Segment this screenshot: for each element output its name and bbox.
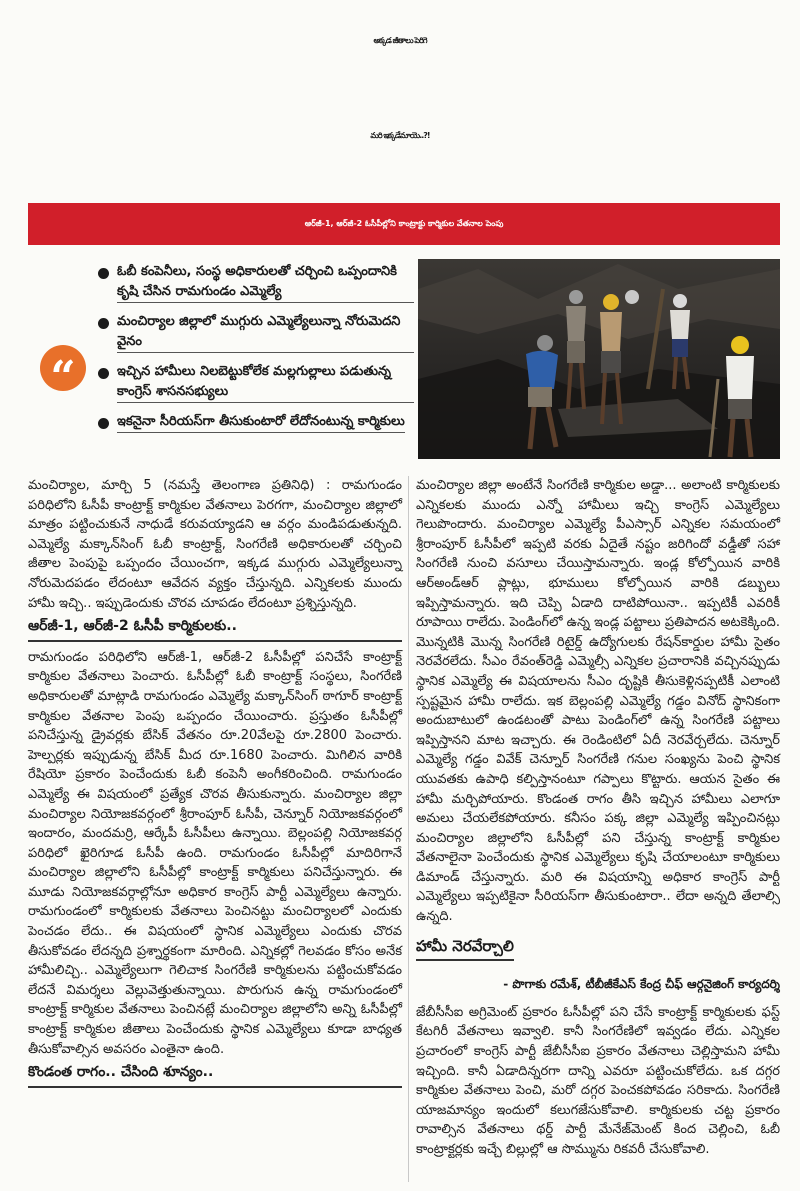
highlight-item	[98, 362, 414, 403]
bullet-icon	[98, 368, 109, 379]
article-paragraph: మంచిర్యాల, మార్చి 5 (నమస్తే తెలంగాణ ప్రతినిధి) : రామగుండం పరిధిలోని ఓసీపీ కాంట్రాక్ట్ కార్మికుల వేతనాలు పెరగగా, మంచిర్యాల జిల్లాలో మాత్రం పట్టించుకునే నాధుడే కరువయ్యాడని ఆ వర్గం మండిపడుతున్నది. ఎమ్మెల్యే మక్కాన్‌సింగ్ ఓబీ కాంట్రాక్ట్, సింగరేణి అధికారులతో చర్చించి జీతాల పెంపుపై ఒప్పందం చేయించగా, ఇక్కడ ముగ్గురు ఎమ్మెల్యేలున్నా నోరుమెదపడం లేదంటూ ఆవేదన వ్యక్తం చేస్తున్నది. ఎన్నికలకు ముందు హామీ ఇచ్చి.. ఇప్పుడెందుకు చొరవ చూపడం లేదంటూ ప్రశ్నిస్తున్నది.	[28, 478, 402, 611]
article-paragraph: రామగుండం పరిధిలోని ఆర్‌జీ-1, ఆర్‌జీ-2 ఓసీపీల్లో పనిచేసే కాంట్రాక్ట్ కార్మికుల వేతనాలు పెంచారు. ఓసీపీల్లో ఓబీ కాంట్రాక్ట్ సంస్థలు, సింగరేణి అధికారులతో మాట్లాడి రామగుండం ఎమ్మెల్యే మక్కాన్‌సింగ్ ఠాగూర్ కాంట్రాక్ట్ కార్మికుల వేతనాల పెంపు ఒప్పందం చేయించారు. ప్రస్తుతం ఓసీపీల్లో పనిచేస్తున్న డ్రైవర్లకు బేసిక్ వేతనం రూ.20వేలపై రూ.2800 పెంచారు. హెల్పర్లకు ఇప్పుడున్న బేసిక్ మీద రూ.1680 పెంచారు. మిగిలిన వారికి రేషియో ప్రకారం పెంచేందుకు ఓబీ కంపెనీ అంగీకరించింది. రామగుండం ఎమ్మెల్యే ఈ విషయంలో ప్రత్యేక చొరవ తీసుకున్నారు. మంచిర్యాల జిల్లా మంచిర్యాల నియోజకవర్గంలో శ్రీరాంపూర్ ఓసీపీ, చెన్నూర్ నియోజకవర్గంలో ఇందారం, మందమర్రి, ఆర్కేపీ ఓసీపీలు ఉన్నాయి. బెల్లంపల్లి నియోజకవర్గ పరిధిలో ఖైరిగూడ ఓసీపీ ఉంది. రామగుండం ఓసీపీల్లో మాదిరిగానే మంచిర్యాల జిల్లాలోని ఓసీపీల్లో కాంట్రాక్ట్ కార్మికులు పనిచేస్తున్నారు. ఈ మూడు నియోజకవర్గాల్లోనూ అధికార కాంగ్రెస్ పార్టీ ఎమ్మెల్యేలు ఉన్నారు. రామగుండంలో కార్మికులకు వేతనాలు పెంచినట్టు మంచిర్యాలలో ఎందుకు పెంచడం లేదు.. ఈ విషయంలో స్థానిక ఎమ్మెల్యేలు ఎందుకు చొరవ తీసుకోవడం లేదన్నది ప్రశ్నార్థకంగా మారింది. ఎన్నికల్లో గెలవడం కోసం అనేక హామీలిచ్చి.. ఎమ్మెల్యేలుగా గెలిచాక సింగరేణి కార్మికులను పట్టించుకోవడం లేదనే విమర్శలు వెల్లువెత్తుతున్నాయి. పొరుగున ఉన్న రామగుండంలో కాంట్రాక్ట్ కార్మికుల వేతనాలు పెంచినట్లే మంచిర్యాల జిల్లాలోని అన్ని ఓసీపీల్లో కాంట్రాక్ట్ కార్మికుల జీతాలు పెంచేందుకు స్థానిక ఎమ్మెల్యేలు కూడా బాధ్యత తీసుకోవాల్సిన అవసరం ఎంతైనా ఉంది.	[28, 649, 402, 1057]
highlights-list	[98, 262, 414, 442]
bullet-icon	[98, 318, 109, 329]
highlight-item	[98, 412, 414, 433]
column-divider	[408, 476, 409, 1182]
article-column-right	[416, 476, 780, 1164]
quote-icon: “	[40, 345, 86, 391]
subheadline-bar: ఆర్‌జీ-1, ఆర్‌జీ-2 ఓసీపీల్లోని కాంట్రాక్టు కార్మికుల వేతనాల పెంపు	[28, 203, 780, 245]
bullet-icon	[98, 418, 109, 429]
highlight-text: ఇకనైనా సీరియస్‌గా తీసుకుంటారో లేదోనంటున్న కార్మికులు	[117, 412, 405, 433]
highlight-text: ఇచ్చిన హామీలు నిలబెట్టుకోలేక మల్లగుల్లాలు పడుతున్న కాంగ్రెస్ శాసనసభ్యులు	[117, 362, 414, 403]
section-heading: హామీ నెరవేర్చాలి	[416, 937, 514, 962]
article-column-left	[28, 476, 402, 1094]
article-paragraph: మంచిర్యాల జిల్లా అంటేనే సింగరేణి కార్మికుల అడ్డా... అలాంటి కార్మికులకు ఎన్నికలకు ముందు ఎన్నో హామీలు ఇచ్చి కాంగ్రెస్ ఎమ్మెల్యేలు గెలుపొందారు. మంచిర్యాల ఎమ్మెల్యే పీఎస్సార్ ఎన్నికల సమయంలో శ్రీరాంపూర్ ఓసీపీలో ఇప్పటి వరకు ఏదైతే నష్టం జరిగిందో వడ్డీతో సహా సింగరేణి నుంచి వసూలు చేయిస్తామన్నారు. ఇండ్ల కోల్పోయిన వారికి ఆర్‌అండ్ఆర్ ప్లాట్లు, భూములు కోల్పోయిన వారికి డబ్బులు ఇప్పిస్తామన్నారు. ఇది చెప్పి ఏడాది దాటిపోయినా.. ఇప్పటికీ ఎవరికీ రూపాయి రాలేదు. పెండింగ్‌లో ఉన్న ఇండ్ల పట్టాలు ప్రతిపాదన అటకెక్కింది. మొన్నటికి మొన్న సింగరేణి రిటైర్డ్ ఉద్యోగులకు రేషన్‌కార్డుల హామీ సైతం నెరవేరలేదు. సీఎం రేవంత్‌రెడ్డి ఎమ్మెల్సీ ఎన్నికల ప్రచారానికి వచ్చినప్పుడు స్థానిక ఎమ్మెల్యే ఈ విషయాలను సీఎం దృష్టికి తీసుకెళ్లినప్పటికీ ఎలాంటి స్పష్టమైన హామీ రాలేదు. ఇక బెల్లంపల్లి ఎమ్మెల్యే గడ్డం వినోద్ స్థానికంగా అందుబాటులో ఉండటంతో పాటు పెండింగ్‌లో ఉన్న సింగరేణి పట్టాలు ఇప్పిస్తానని మాట ఇచ్చారు. ఈ రెండింటిలో ఏదీ నెరవేర్చలేదు. చెన్నూర్ ఎమ్మెల్యే గడ్డం వివేక్ చెన్నూర్ సింగరేణి గనుల సంఖ్యను పెంచి స్థానిక యువతకు ఉపాధి కల్పిస్తానంటూ గప్పాలు కొట్టారు. ఆయన సైతం ఈ హామీ మర్చిపోయారు. కొండంత రాగం తీసి ఇచ్చిన హామీలు ఎలాగూ అమలు చేయలేకపోయారు. కనీసం పక్క జిల్లా ఎమ్మెల్యే ఇప్పించినట్లు మంచిర్యాల జిల్లాలోని ఓసీపీల్లో పని చేస్తున్న కాంట్రాక్ట్ కార్మికుల వేతనాలైనా పెంచేందుకు స్థానిక ఎమ్మెల్యేలు కృషి చేయాలంటూ కార్మికులు డిమాండ్ చేస్తున్నారు. మరి ఈ విషయాన్ని అధికార కాంగ్రెస్ పార్టీ ఎమ్మెల్యేలు ఇప్పటికైనా సీరియస్‌గా తీసుకుంటారా.. లేదా అన్నది తేలాల్సి ఉన్నది.	[416, 478, 780, 925]
coal-mine-workers-photo	[418, 259, 780, 459]
bullet-icon	[98, 268, 109, 279]
highlight-item	[98, 312, 414, 353]
section-heading: కొండంత రాగం.. చేసింది శూన్యం..	[28, 1063, 402, 1088]
photo-illustration	[418, 259, 780, 459]
highlight-text: మంచిర్యాల జిల్లాలో ముగ్గురు ఎమ్మెల్యేలున్నా నోరుమెదని వైనం	[117, 312, 414, 353]
headline-line-2: మరి ఇక్కడేమాయె..?!	[370, 131, 430, 140]
highlight-item	[98, 262, 414, 303]
article-paragraph: జేబీసీసీఐ అగ్రిమెంట్ ప్రకారం ఓసీపీల్లో పని చేసే కాంట్రాక్ట్ కార్మికులకు ఫస్ట్ కేటగిరీ వేతనాలు ఇవ్వాలి. కానీ సింగరేణిలో ఇవ్వడం లేదు. ఎన్నికల ప్రచారంలో కాంగ్రెస్ పార్టీ జేబీసీసీఐ ప్రకారం వేతనాలు చెల్లిస్తామని హామీ ఇచ్చింది. కానీ ఏడాదిన్నరగా దాన్ని ఎవరూ పట్టించుకోలేదు. ఒక దగ్గర కార్మికుల వేతనాలు పెంచి, మరో దగ్గర పెంచకపోవడం సరికాదు. సింగరేణి యాజమాన్యం ఇందులో కలుగజేసుకోవాలి. కార్మికులకు చట్ట ప్రకారం రావాల్సిన వేతనాలు థర్డ్ పార్టీ మేనేజ్‌మెంట్ కింద చెల్లించి, ఓబీ కాంట్రాక్టర్లకు ఇచ్చే బిల్లుల్లో ఆ సొమ్మును రికవరీ చేసుకోవాలి.	[416, 1004, 780, 1157]
headline-line-1: అక్కడ జీతాలు పెరిగె	[373, 36, 427, 45]
highlight-text: ఓబీ కంపెనీలు, సంస్థ అధికారులతో చర్చించి ఒప్పందానికి కృషి చేసిన రామగుండం ఎమ్మెల్యే	[117, 262, 414, 303]
byline: - పొగాకు రమేశ్, టీబీజీకేఎస్ కేంద్ర చీఫ్ ఆర్గనైజింగ్ కార్యదర్శి	[503, 977, 780, 992]
section-heading: ఆర్‌జీ-1, ఆర్‌జీ-2 ఓసీపీ కార్మికులకు..	[28, 617, 402, 642]
